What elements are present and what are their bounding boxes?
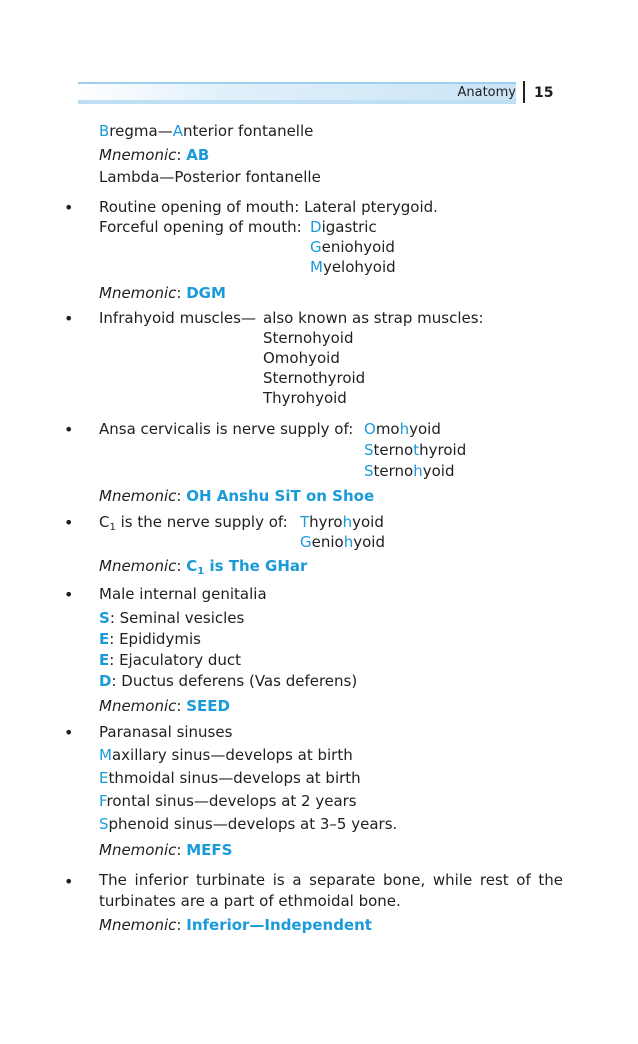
list-item bbox=[300, 513, 384, 531]
item-text: yoid bbox=[352, 513, 384, 531]
colon: : bbox=[176, 557, 182, 575]
bullet: • bbox=[64, 513, 74, 532]
list-item bbox=[99, 630, 201, 648]
list-item: Sternohyoid bbox=[263, 329, 354, 347]
item-text: igastric bbox=[321, 218, 377, 236]
highlight-letter: h bbox=[343, 533, 354, 551]
initial-letter: F bbox=[99, 792, 107, 810]
item-text: yoid bbox=[409, 420, 441, 438]
initial-letter: S bbox=[99, 609, 110, 627]
list-item bbox=[310, 238, 395, 256]
list-item bbox=[99, 815, 397, 833]
highlight-letter: h bbox=[399, 420, 410, 438]
list-item bbox=[99, 792, 357, 810]
page-number: 15 bbox=[534, 85, 554, 101]
list-item bbox=[99, 609, 244, 627]
item-text: yoid bbox=[422, 462, 455, 480]
item-text: : Ejaculatory duct bbox=[109, 651, 242, 669]
mnemonic-label: Mnemonic bbox=[99, 146, 177, 164]
mnemonic-line bbox=[99, 916, 372, 934]
infrahyoid-line-cont: also known as strap muscles: bbox=[263, 309, 484, 327]
item-text: yoid bbox=[353, 533, 385, 551]
mouth-routine-line: Routine opening of mouth: Lateral pterygoid. bbox=[99, 198, 438, 216]
colon: : bbox=[176, 697, 182, 715]
colon: : bbox=[176, 146, 182, 164]
initial-letter: E bbox=[99, 769, 109, 787]
item-text: terno bbox=[373, 462, 414, 480]
c1-letter: C bbox=[99, 513, 110, 531]
highlight-letter: h bbox=[342, 513, 353, 531]
bullet: • bbox=[64, 198, 74, 217]
list-item bbox=[310, 218, 377, 236]
initial-letter: G bbox=[300, 533, 312, 551]
mnemonic-text: is The GHar bbox=[204, 557, 308, 575]
c1-line bbox=[99, 513, 288, 534]
initial-letter: S bbox=[99, 815, 109, 833]
initial-letter: E bbox=[99, 630, 110, 648]
mnemonic-text: OH Anshu SiT on Shoe bbox=[186, 487, 375, 505]
infrahyoid-line: Infrahyoid muscles— bbox=[99, 309, 256, 327]
bullet: • bbox=[64, 872, 74, 891]
item-text: hyroid bbox=[419, 441, 467, 459]
mnemonic-text: SEED bbox=[186, 697, 230, 715]
list-item: Omohyoid bbox=[263, 349, 340, 367]
c1-subscript: 1 bbox=[109, 522, 116, 533]
mnemonic-text: C bbox=[186, 557, 198, 575]
initial-letter: D bbox=[310, 218, 322, 236]
item-text: yelohyoid bbox=[322, 258, 396, 276]
initial-letter: D bbox=[99, 672, 112, 690]
mnemonic-label: Mnemonic bbox=[99, 557, 177, 575]
initial-letter: S bbox=[364, 441, 374, 459]
item-text: enio bbox=[311, 533, 344, 551]
item-text: eniohyoid bbox=[321, 238, 395, 256]
item-text: : Seminal vesicles bbox=[109, 609, 245, 627]
item-text: mo bbox=[375, 420, 400, 438]
list-item bbox=[300, 533, 385, 551]
list-item: Sternothyroid bbox=[263, 369, 366, 387]
item-text: : Epididymis bbox=[109, 630, 201, 648]
initial-letter: O bbox=[364, 420, 376, 438]
initial-letter: B bbox=[99, 122, 110, 140]
initial-letter: S bbox=[364, 462, 374, 480]
initial-letter: T bbox=[300, 513, 310, 531]
mnemonic-label: Mnemonic bbox=[99, 841, 177, 859]
colon: : bbox=[176, 284, 182, 302]
list-item: Thyrohyoid bbox=[263, 389, 347, 407]
mnemonic-line bbox=[99, 284, 226, 302]
list-item bbox=[364, 441, 466, 459]
bregma-line bbox=[99, 122, 313, 140]
initial-letter: G bbox=[310, 238, 322, 256]
initial-letter: M bbox=[310, 258, 323, 276]
mnemonic-text: MEFS bbox=[186, 841, 233, 859]
item-text: : Ductus deferens (Vas deferens) bbox=[111, 672, 358, 690]
list-item bbox=[364, 420, 441, 438]
mnemonic-label: Mnemonic bbox=[99, 284, 177, 302]
colon: : bbox=[176, 916, 182, 934]
bullet: • bbox=[64, 585, 74, 604]
mnemonic-label: Mnemonic bbox=[99, 697, 177, 715]
colon: : bbox=[176, 841, 182, 859]
header-band bbox=[78, 82, 516, 104]
mnemonic-subscript: 1 bbox=[197, 566, 205, 577]
initial-letter: E bbox=[99, 651, 110, 669]
sinuses-title: Paranasal sinuses bbox=[99, 723, 233, 741]
list-item bbox=[99, 672, 357, 690]
mnemonic-label: Mnemonic bbox=[99, 487, 177, 505]
item-text: terno bbox=[373, 441, 414, 459]
line-text: nterior fontanelle bbox=[182, 122, 314, 140]
list-item bbox=[99, 769, 361, 787]
mnemonic-text: AB bbox=[186, 146, 210, 164]
bullet: • bbox=[64, 723, 74, 742]
turbinate-paragraph: The inferior turbinate is a separate bone, while rest of the turbinates are a part of ethmoidal bone. bbox=[99, 871, 563, 910]
mnemonic-text: Inferior—Independent bbox=[186, 916, 372, 934]
header-divider bbox=[523, 81, 525, 103]
ansa-line: Ansa cervicalis is nerve supply of: bbox=[99, 420, 354, 438]
mnemonic-line bbox=[99, 146, 209, 164]
genitalia-title: Male internal genitalia bbox=[99, 585, 267, 603]
bullet: • bbox=[64, 420, 74, 439]
mnemonic-line bbox=[99, 487, 374, 505]
initial-letter: M bbox=[99, 746, 112, 764]
mouth-forceful-line: Forceful opening of mouth: bbox=[99, 218, 302, 236]
initial-letter: A bbox=[172, 122, 183, 140]
mnemonic-text: DGM bbox=[186, 284, 226, 302]
mnemonic-line bbox=[99, 841, 232, 859]
line-text: regma— bbox=[109, 122, 173, 140]
c1-text: is the nerve supply of: bbox=[115, 513, 288, 531]
list-item bbox=[99, 651, 241, 669]
mnemonic-label: Mnemonic bbox=[99, 916, 177, 934]
running-head: Anatomy bbox=[457, 85, 516, 100]
item-text: thmoidal sinus—develops at birth bbox=[108, 769, 361, 787]
list-item bbox=[99, 746, 353, 764]
list-item bbox=[310, 258, 396, 276]
item-text: axillary sinus—develops at birth bbox=[111, 746, 353, 764]
colon: : bbox=[176, 487, 182, 505]
list-item bbox=[364, 462, 455, 480]
lambda-line: Lambda—Posterior fontanelle bbox=[99, 168, 321, 186]
mnemonic-line bbox=[99, 697, 230, 715]
item-text: phenoid sinus—develops at 3–5 years. bbox=[108, 815, 398, 833]
highlight-letter: h bbox=[413, 462, 423, 480]
item-text: rontal sinus—develops at 2 years bbox=[106, 792, 357, 810]
bullet: • bbox=[64, 309, 74, 328]
item-text: hyro bbox=[309, 513, 343, 531]
highlight-letter: t bbox=[413, 441, 420, 459]
mnemonic-line bbox=[99, 557, 307, 578]
